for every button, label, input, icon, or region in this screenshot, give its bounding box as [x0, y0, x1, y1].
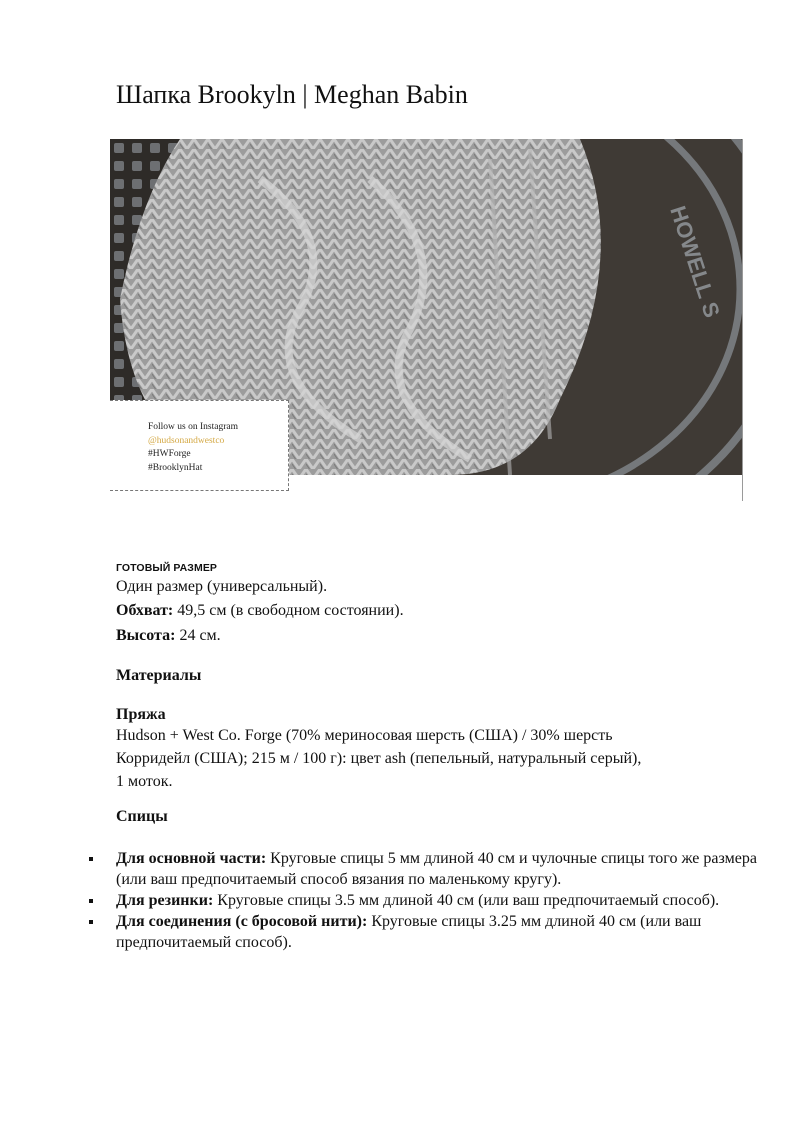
needle-label: Для резинки: [116, 892, 214, 909]
needles-heading: Спицы [116, 808, 168, 825]
size-line: Один размер (универсальный). [116, 578, 328, 595]
instagram-tag-brooklyn: #BrooklynHat [148, 462, 203, 473]
instagram-follow: Follow us on Instagram [148, 422, 238, 432]
circumference-line [116, 601, 404, 621]
needle-label: Для основной части: [116, 850, 267, 867]
bullet-icon [89, 857, 93, 861]
circumference-label: Обхват: [116, 602, 174, 619]
bullet-icon [89, 899, 93, 903]
needle-label: Для соединения (с бросовой нити): [116, 913, 368, 930]
instagram-handle: @hudsonandwestco [148, 435, 225, 446]
height-label: Высота: [116, 627, 176, 644]
yarn-line-2: Корридейл (США); 215 м / 100 г): цвет ash (пепельный, натуральный серый), [116, 750, 642, 767]
bullet-icon [89, 920, 93, 924]
yarn-heading: Пряжа [116, 706, 166, 723]
needles-list [86, 848, 776, 953]
needle-text: Круговые спицы 3.5 мм длиной 40 см (или ваш предпочитаемый способ). [213, 892, 720, 909]
finished-size-caption: ГОТОВЫЙ РАЗМЕР [116, 562, 218, 574]
page-title: Шапка Brookyln | Meghan Babin [116, 80, 468, 109]
svg-text:HOWELL S: HOWELL S [665, 202, 725, 321]
needle-text: Круговые спицы 3.25 мм длиной 40 см (или ваш предпочитаемый способ). [116, 913, 702, 951]
list-item [86, 890, 776, 911]
circumference-value: 49,5 см (в свободном состоянии). [173, 602, 404, 619]
instagram-box [110, 400, 289, 491]
instagram-tag-forge: #HWForge [148, 449, 191, 459]
list-item [86, 848, 776, 890]
list-item [86, 911, 776, 953]
height-value: 24 см. [175, 627, 221, 644]
image-border-line [742, 139, 743, 501]
needle-text: Круговые спицы 5 мм длиной 40 см и чулочные спицы того же размера (или ваш предпочитаемый способ вязания по маленькому кругу). [116, 850, 757, 888]
yarn-line-3: 1 моток. [116, 773, 173, 790]
height-line [116, 626, 221, 646]
yarn-line-1: Hudson + West Co. Forge (70% мериносовая шерсть (США) / 30% шерсть [116, 727, 613, 744]
materials-heading: Материалы [116, 667, 202, 684]
